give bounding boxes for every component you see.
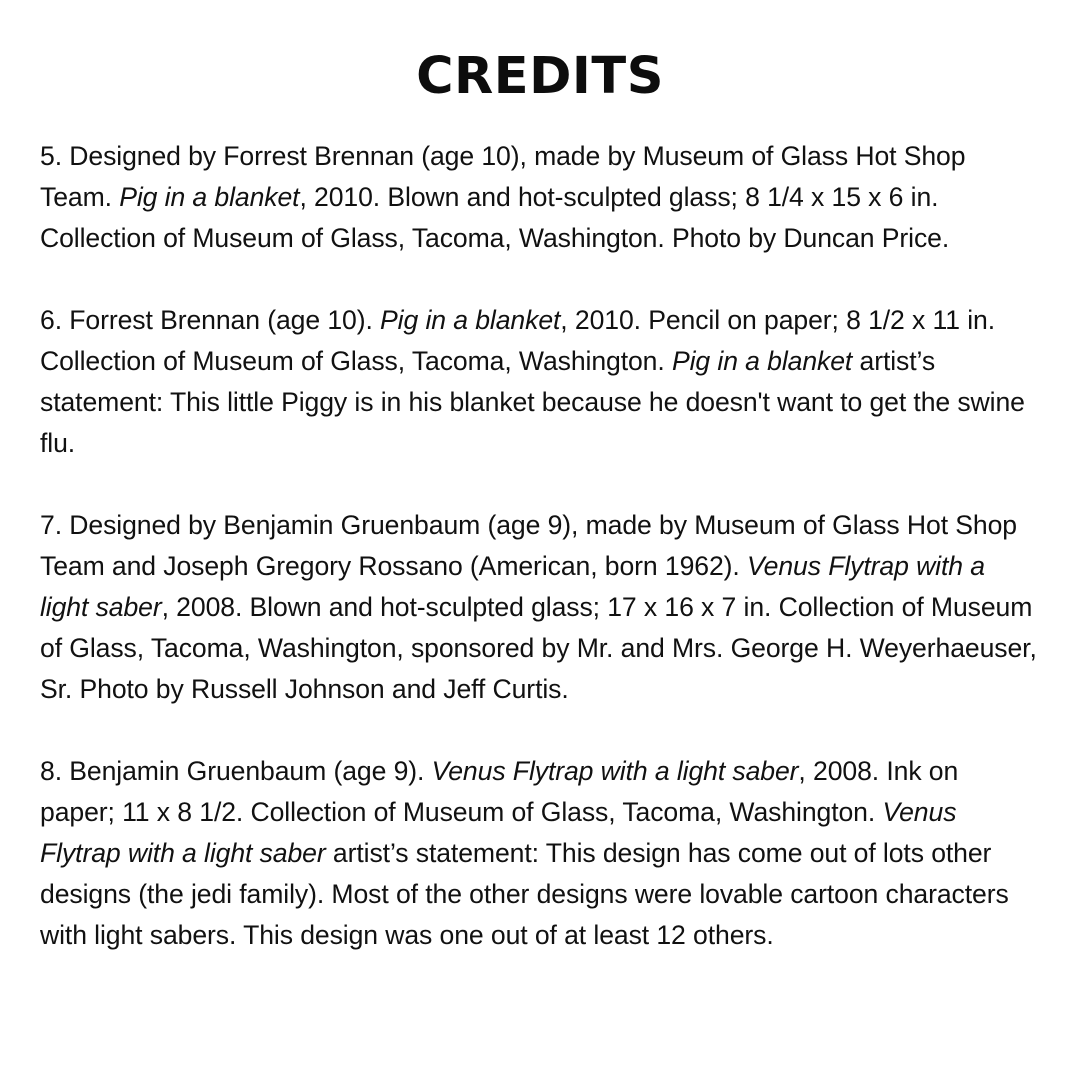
artwork-title: Venus Flytrap with a light saber (40, 797, 957, 868)
credit-entry-5 (40, 136, 1040, 259)
credit-text: , 2008. Ink on paper; 11 x 8 1/2. Collection of Museum of Glass, Tacoma, Washington. (40, 756, 959, 827)
credit-text: , 2010. Blown and hot-sculpted glass; 8 1/4 x 15 x 6 in. Collection of Museum of Glass, Tacoma, Washington. Photo by Duncan Price. (40, 182, 950, 253)
credit-entry-7 (40, 505, 1040, 710)
artwork-title: Pig in a blanket (671, 346, 853, 376)
credit-text: , 2010. Pencil on paper; 8 1/2 x 11 in. Collection of Museum of Glass, Tacoma, Washington. (40, 305, 995, 376)
credit-text: 8. Benjamin Gruenbaum (age 9). (40, 756, 432, 786)
credit-text: , 2008. Blown and hot-sculpted glass; 17 x 16 x 7 in. Collection of Museum of Glass, Tacoma, Washington, sponsored by Mr. and Mrs. George H. Weyerhaeuser, Sr. Photo by Russell Johnson and Jeff Curtis. (40, 592, 1037, 704)
credit-text: artist’s statement: This little Piggy is in his blanket because he doesn't want to get the swine flu. (40, 346, 1025, 458)
credit-text: artist’s statement: This design has come out of lots other designs (the jedi family). Most of the other designs were lovable cartoon characters with light sabers. This design was one out of at least 12 others. (40, 838, 1009, 950)
artwork-title: Pig in a blanket (119, 182, 300, 212)
artwork-title: Pig in a blanket (380, 305, 561, 335)
credit-text: 5. Designed by Forrest Brennan (age 10), made by Museum of Glass Hot Shop Team. (40, 141, 966, 212)
credit-entry-8 (40, 751, 1040, 956)
artwork-title: Venus Flytrap with a light saber (431, 756, 799, 786)
artwork-title: Venus Flytrap with a light saber (40, 551, 985, 622)
credit-text: 6. Forrest Brennan (age 10). (40, 305, 381, 335)
page-title: CREDITS (416, 47, 664, 106)
credit-text: 7. Designed by Benjamin Gruenbaum (age 9), made by Museum of Glass Hot Shop Team and Joseph Gregory Rossano (American, born 1962). (40, 510, 1017, 581)
credit-entry-6 (40, 300, 1040, 464)
credits-list (40, 136, 1040, 956)
